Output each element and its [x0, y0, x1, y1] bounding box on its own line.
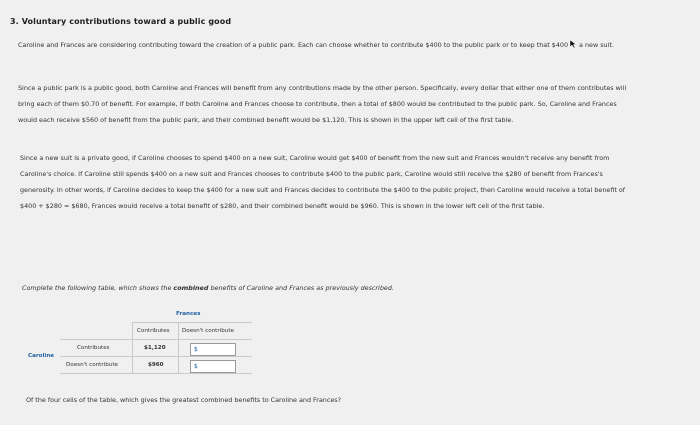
private-good-paragraph: Since a new suit is a private good, if Caroline chooses to spend $400 on a new suit, Caroline would get $400 of benefit from the new suit and Frances wouldn't receive any benefit from Caroline's choice. If Caroline still spends $400 on a new suit and Frances chooses to contribute $400 to the public park, Caroline would still receive the $280 of benefit from Frances's generosity. In other words, if Caroline decides to keep the $400 for a new suit and Frances decides to contribute the $400 to the public project, then Caroline would receive a total benefit of $400 + $280 = $680, Frances would receive a total benefit of $280, and their combined benefit would be $960. This is shown in the lower left cell of the first table.	[20, 154, 626, 210]
column-player-label: Frances	[176, 311, 201, 317]
row-header-doesnt-contribute: Doesn't contribute	[66, 362, 118, 368]
instruction-emphasis: combined	[173, 284, 209, 292]
instruction-text-end: benefits of Caroline and Frances as previously described.	[208, 284, 394, 292]
dollar-prefix: $	[194, 363, 198, 370]
cell-both-contribute: $1,120	[144, 345, 166, 351]
row-player-label: Caroline	[28, 353, 55, 359]
column-header-contributes: Contributes	[137, 328, 170, 334]
answer-input-neither-contributes[interactable]	[190, 360, 236, 373]
table-divider	[132, 322, 252, 323]
payoff-table	[20, 305, 260, 375]
intro-paragraph	[18, 37, 630, 53]
table-divider	[60, 373, 252, 374]
question-title: 3. Voluntary contributions toward a public good	[10, 17, 232, 26]
table-divider	[60, 339, 252, 340]
intro-text-a: Caroline and Frances are considering contributing toward the creation of a public park. Each can choose whether to contribute $400 to the public park or to keep that $400	[18, 41, 569, 49]
table-instruction	[22, 284, 394, 292]
final-question: Of the four cells of the table, which gives the greatest combined benefits to Caroline and Frances?	[26, 396, 342, 404]
cell-caroline-doesnt-frances-contributes: $960	[148, 362, 164, 368]
table-divider	[132, 322, 133, 373]
mouse-pointer-icon	[569, 40, 578, 48]
intro-text-b: a new suit.	[579, 41, 614, 49]
table-divider	[60, 356, 252, 357]
column-header-doesnt-contribute: Doesn't contribute	[182, 328, 234, 334]
dollar-prefix: $	[194, 346, 198, 353]
row-header-contributes: Contributes	[77, 345, 110, 351]
table-divider	[178, 322, 179, 373]
answer-input-caroline-contributes-frances-doesnt[interactable]	[190, 343, 236, 356]
public-good-paragraph: Since a public park is a public good, both Caroline and Frances will benefit from any contributions made by the other person. Specifically, every dollar that either one of them contributes will bring each of them $0.70 of benefit. For example, if both Caroline and Frances choose to contribute, then a total of $800 would be contributed to the public park. So, Caroline and Frances would each receive $560 of benefit from the public park, and their combined benefit would be $1,120. This is shown in the upper left cell of the first table.	[18, 84, 627, 124]
instruction-text: Complete the following table, which shows the	[22, 284, 174, 292]
